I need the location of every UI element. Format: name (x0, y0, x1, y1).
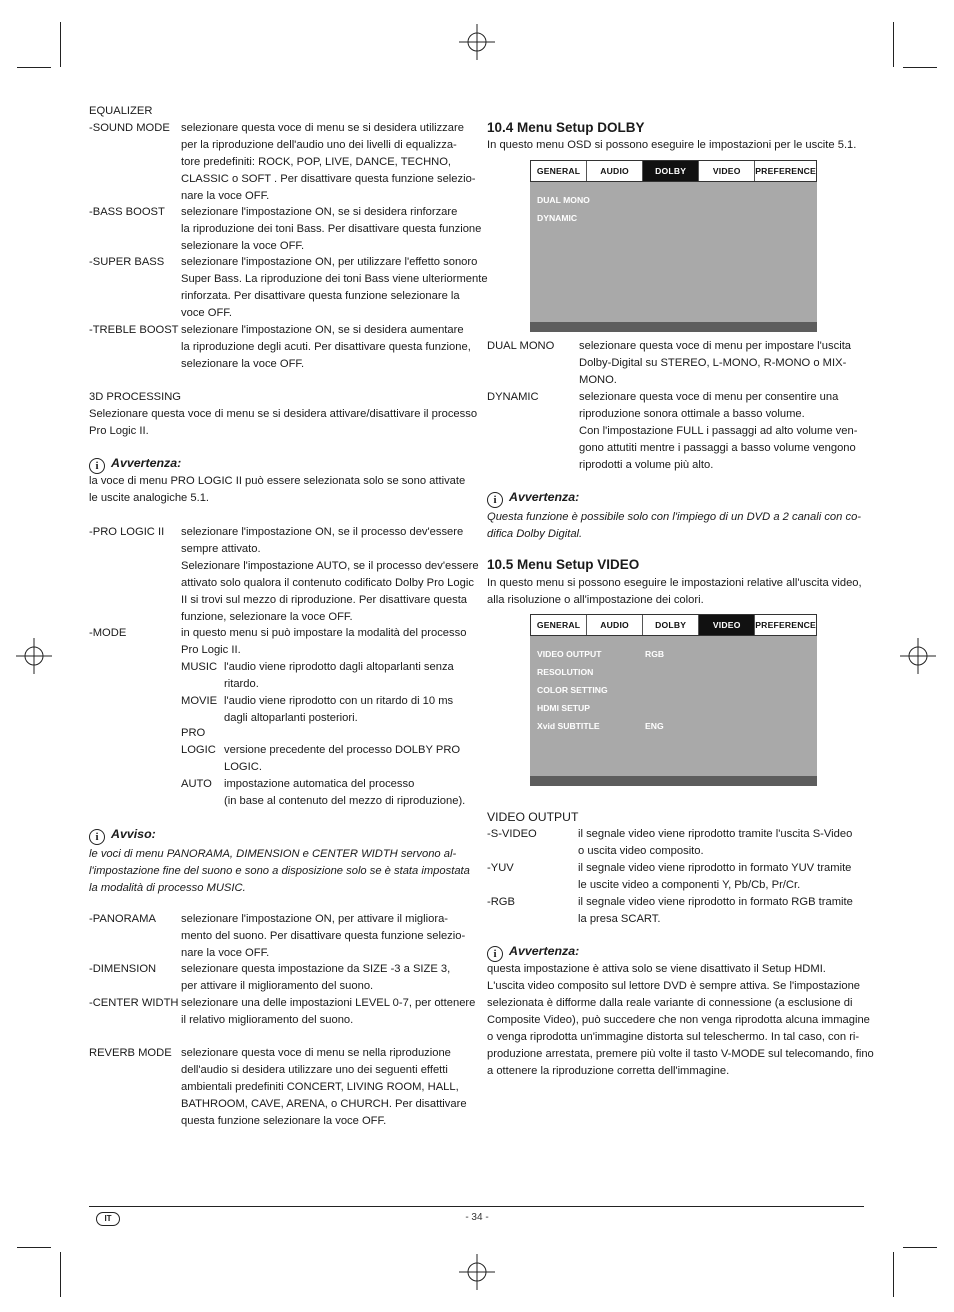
treble-boost-term: -TREBLE BOOST (89, 324, 179, 336)
bass-boost-term: -BASS BOOST (89, 206, 165, 218)
crop-mark (903, 1247, 937, 1248)
tab-preference[interactable]: PREFERENCE (755, 620, 816, 630)
note-text-4: questa impostazione è attiva solo se viene disattivato il Setup HDMI. L'uscita video composito sul lettore DVD è sempre attiva. Se l'impostazione selezionata è difforme dalla reale variante di connessione (a esclusione di Composite Video), può succedere che non venga riprodotta alcuna immagine o venga riprodotta un'immagine distorta sul teleschermo. In tal caso, con ri- produzione arrestata, premere più volte il tasto V-MODE sul telecomando, fino a ottenere la riproduzione corretta dell'immagine. (487, 963, 874, 1077)
mode-desc: in questo menu si può impostare la modalità del processo Pro Logic II. (181, 627, 467, 656)
crop-mark (903, 67, 937, 68)
logic-term: LOGIC (181, 744, 216, 756)
processing-desc: Selezionare questa voce di menu se si desidera attivare/disattivare il processo Pro Logic II. (89, 408, 478, 437)
yuv-term: -YUV (487, 862, 514, 874)
info-icon: i (487, 946, 503, 962)
note-warning-4 (487, 943, 579, 962)
panorama-term: -PANORAMA (89, 913, 156, 925)
equalizer-heading: EQUALIZER (89, 105, 153, 117)
osd-tab-bar (530, 614, 817, 636)
dual-mono-desc: selezionare questa voce di menu per impostare l'uscita Dolby-Digital su STEREO, L-MONO, R-MONO o MIX- MONO. (579, 340, 852, 386)
osd-value-video-output: RGB (645, 649, 665, 659)
treble-boost-desc: selezionare l'impostazione ON, se si desidera aumentare la riproduzione degli acuti. Per disattivare questa funzione, selezionare la voce OFF. (181, 324, 471, 370)
osd-item-hdmi-setup[interactable]: HDMI SETUP (537, 703, 590, 713)
tab-general[interactable]: GENERAL (531, 615, 587, 635)
tab-video[interactable]: VIDEO (699, 161, 755, 181)
svideo-desc: il segnale video viene riprodotto tramite l'uscita S-Video o uscita video composito. (578, 828, 853, 857)
rgb-desc: il segnale video viene riprodotto in formato RGB tramite la presa SCART. (578, 896, 853, 925)
osd-value-xvid-subtitle: ENG (645, 721, 664, 731)
registration-mark-icon (457, 22, 497, 62)
osd-tab-bar (530, 160, 817, 182)
registration-mark-icon (14, 636, 54, 676)
crop-mark (17, 67, 51, 68)
dual-mono-term: DUAL MONO (487, 340, 555, 352)
center-width-term: -CENTER WIDTH (89, 997, 179, 1009)
tab-dolby[interactable]: DOLBY (643, 615, 699, 635)
super-bass-term: -SUPER BASS (89, 256, 165, 268)
reverb-mode-desc: selezionare questa voce di menu se nella riproduzione dell'audio si desidera utilizzare uno dei seguenti effetti ambientali predefiniti CONCERT, LIVING ROOM, HALL, BATHROOM, CAVE, ARENA, o CHURCH. Per disattivare questa funzione selezionare la voce OFF. (181, 1047, 467, 1127)
video-output-heading: VIDEO OUTPUT (487, 810, 579, 824)
video-section-heading: 10.5 Menu Setup VIDEO (487, 557, 640, 572)
crop-mark (893, 22, 894, 67)
info-icon: i (487, 492, 503, 508)
crop-mark (17, 1247, 51, 1248)
dolby-osd-menu (530, 160, 817, 332)
svideo-term: -S-VIDEO (487, 828, 537, 840)
video-intro: In questo menu si possono eseguire le impostazioni relative all'uscita video, alla risoluzione o all'impostazione dei colori. (487, 577, 862, 606)
panorama-desc: selezionare l'impostazione ON, per attivare il migliora- mento del suono. Per disattivare questa funzione selezio- nare la voce OFF. (181, 913, 466, 959)
tab-general[interactable]: GENERAL (531, 161, 587, 181)
mode-term: -MODE (89, 627, 127, 639)
registration-mark-icon (898, 636, 938, 676)
note-text-1: la voce di menu PRO LOGIC II può essere selezionata solo se sono attivate le uscite analogiche 5.1. (89, 475, 466, 504)
crop-mark (893, 1252, 894, 1297)
pro-logic-desc: selezionare l'impostazione ON, se il processo dev'essere sempre attivato. Selezionare l'impostazione AUTO, se il processo dev'essere attivato solo qualora il contenuto codificato Dolby Pro Logic II si trovi sul mezzo di riproduzione. Per disattivare questa funzione, selezionare la voce OFF. (181, 526, 479, 623)
bass-boost-desc: selezionare l'impostazione ON, se si desidera rinforzare la riproduzione dei toni Bass. Per disattivare questa funzione selezionare la voce OFF. (181, 206, 482, 252)
sound-mode-term: -SOUND MODE (89, 122, 170, 134)
tab-dolby[interactable]: DOLBY (643, 161, 699, 181)
yuv-desc: il segnale video viene riprodotto in formato YUV tramite le uscite video a componenti Y, Pb/Cb, Pr/Cr. (578, 862, 852, 891)
note-title: Avvertenza: (111, 456, 182, 470)
crop-mark (60, 1252, 61, 1297)
tab-audio[interactable]: AUDIO (587, 161, 643, 181)
dolby-intro: In questo menu OSD si possono eseguire le impostazioni per le uscite 5.1. (487, 139, 857, 151)
music-desc: l'audio viene riprodotto dagli altoparlanti senza ritardo. (224, 661, 454, 690)
registration-mark-icon (457, 1252, 497, 1292)
osd-item-xvid-subtitle[interactable]: Xvid SUBTITLE (537, 721, 600, 731)
osd-item-resolution[interactable]: RESOLUTION (537, 667, 594, 677)
tab-video[interactable]: VIDEO (699, 615, 755, 635)
dimension-term: -DIMENSION (89, 963, 157, 975)
osd-item-dynamic[interactable]: DYNAMIC (537, 213, 578, 223)
note-text-2: le voci di menu PANORAMA, DIMENSION e CENTER WIDTH servono al- l'impostazione fine del suono e sono a disposizione solo se è stata impostata la modalità di processo MUSIC. (89, 848, 470, 894)
note-warning-3 (487, 489, 579, 508)
osd-footer-bar (530, 322, 817, 332)
osd-item-video-output[interactable]: VIDEO OUTPUT (537, 649, 602, 659)
auto-desc: impostazione automatica del processo (in base al contenuto del mezzo di riproduzione). (224, 778, 466, 807)
note-title: Avvertenza: (509, 490, 580, 504)
pro-term: PRO (181, 727, 206, 739)
dolby-section-heading: 10.4 Menu Setup DOLBY (487, 120, 645, 135)
note-warning-2 (89, 826, 156, 845)
dynamic-desc: selezionare questa voce di menu per consentire una riproduzione sonora ottimale a basso volume. Con l'impostazione FULL i passaggi ad alto volume ven- gono attutiti mentre i passaggi a basso volume vengono riprodotti a volume più alto. (579, 391, 858, 471)
sound-mode-desc: selezionare questa voce di menu se si desidera utilizzare per la riproduzione dell'audio uno dei livelli di equalizza- tore predefiniti: ROCK, POP, LIVE, DANCE, TECHNO, CLASSIC o SOFT . Per disattivare questa funzione selezio- nare la voce OFF. (181, 122, 476, 202)
dynamic-term: DYNAMIC (487, 391, 539, 403)
pro-logic-term: -PRO LOGIC II (89, 526, 165, 538)
osd-item-dual-mono[interactable]: DUAL MONO (537, 195, 590, 205)
note-title: Avviso: (111, 827, 156, 841)
note-title: Avvertenza: (509, 944, 580, 958)
super-bass-desc: selezionare l'impostazione ON, per utilizzare l'effetto sonoro Super Bass. La riproduzione dei toni Bass viene ulteriormente rinforzata. Per disattivare questa funzione selezionare la voce OFF. (181, 256, 488, 319)
center-width-desc: selezionare una delle impostazioni LEVEL 0-7, per ottenere il relativo miglioramento del suono. (181, 997, 476, 1026)
tab-preference[interactable]: PREFERENCE (755, 166, 816, 176)
video-osd-menu (530, 614, 817, 786)
osd-footer-bar (530, 776, 817, 786)
rgb-term: -RGB (487, 896, 515, 908)
note-warning-1 (89, 455, 181, 474)
info-icon: i (89, 829, 105, 845)
dimension-desc: selezionare questa impostazione da SIZE -3 a SIZE 3, per attivare il miglioramento del suono. (181, 963, 451, 992)
auto-term: AUTO (181, 778, 212, 790)
crop-mark (60, 22, 61, 67)
page-number: - 34 - (465, 1212, 489, 1223)
reverb-mode-term: REVERB MODE (89, 1047, 172, 1059)
movie-term: MOVIE (181, 695, 218, 707)
music-term: MUSIC (181, 661, 218, 673)
footer-rule (89, 1206, 864, 1207)
tab-audio[interactable]: AUDIO (587, 615, 643, 635)
osd-item-color-setting[interactable]: COLOR SETTING (537, 685, 608, 695)
note-text-3: Questa funzione è possibile solo con l'impiego di un DVD a 2 canali con co- difica Dolby Digital. (487, 511, 862, 540)
logic-desc: versione precedente del processo DOLBY PRO LOGIC. (224, 744, 461, 773)
info-icon: i (89, 458, 105, 474)
movie-desc: l'audio viene riprodotto con un ritardo di 10 ms dagli altoparlanti posteriori. (224, 695, 454, 724)
language-badge: IT (96, 1212, 120, 1226)
processing-heading: 3D PROCESSING (89, 391, 182, 403)
